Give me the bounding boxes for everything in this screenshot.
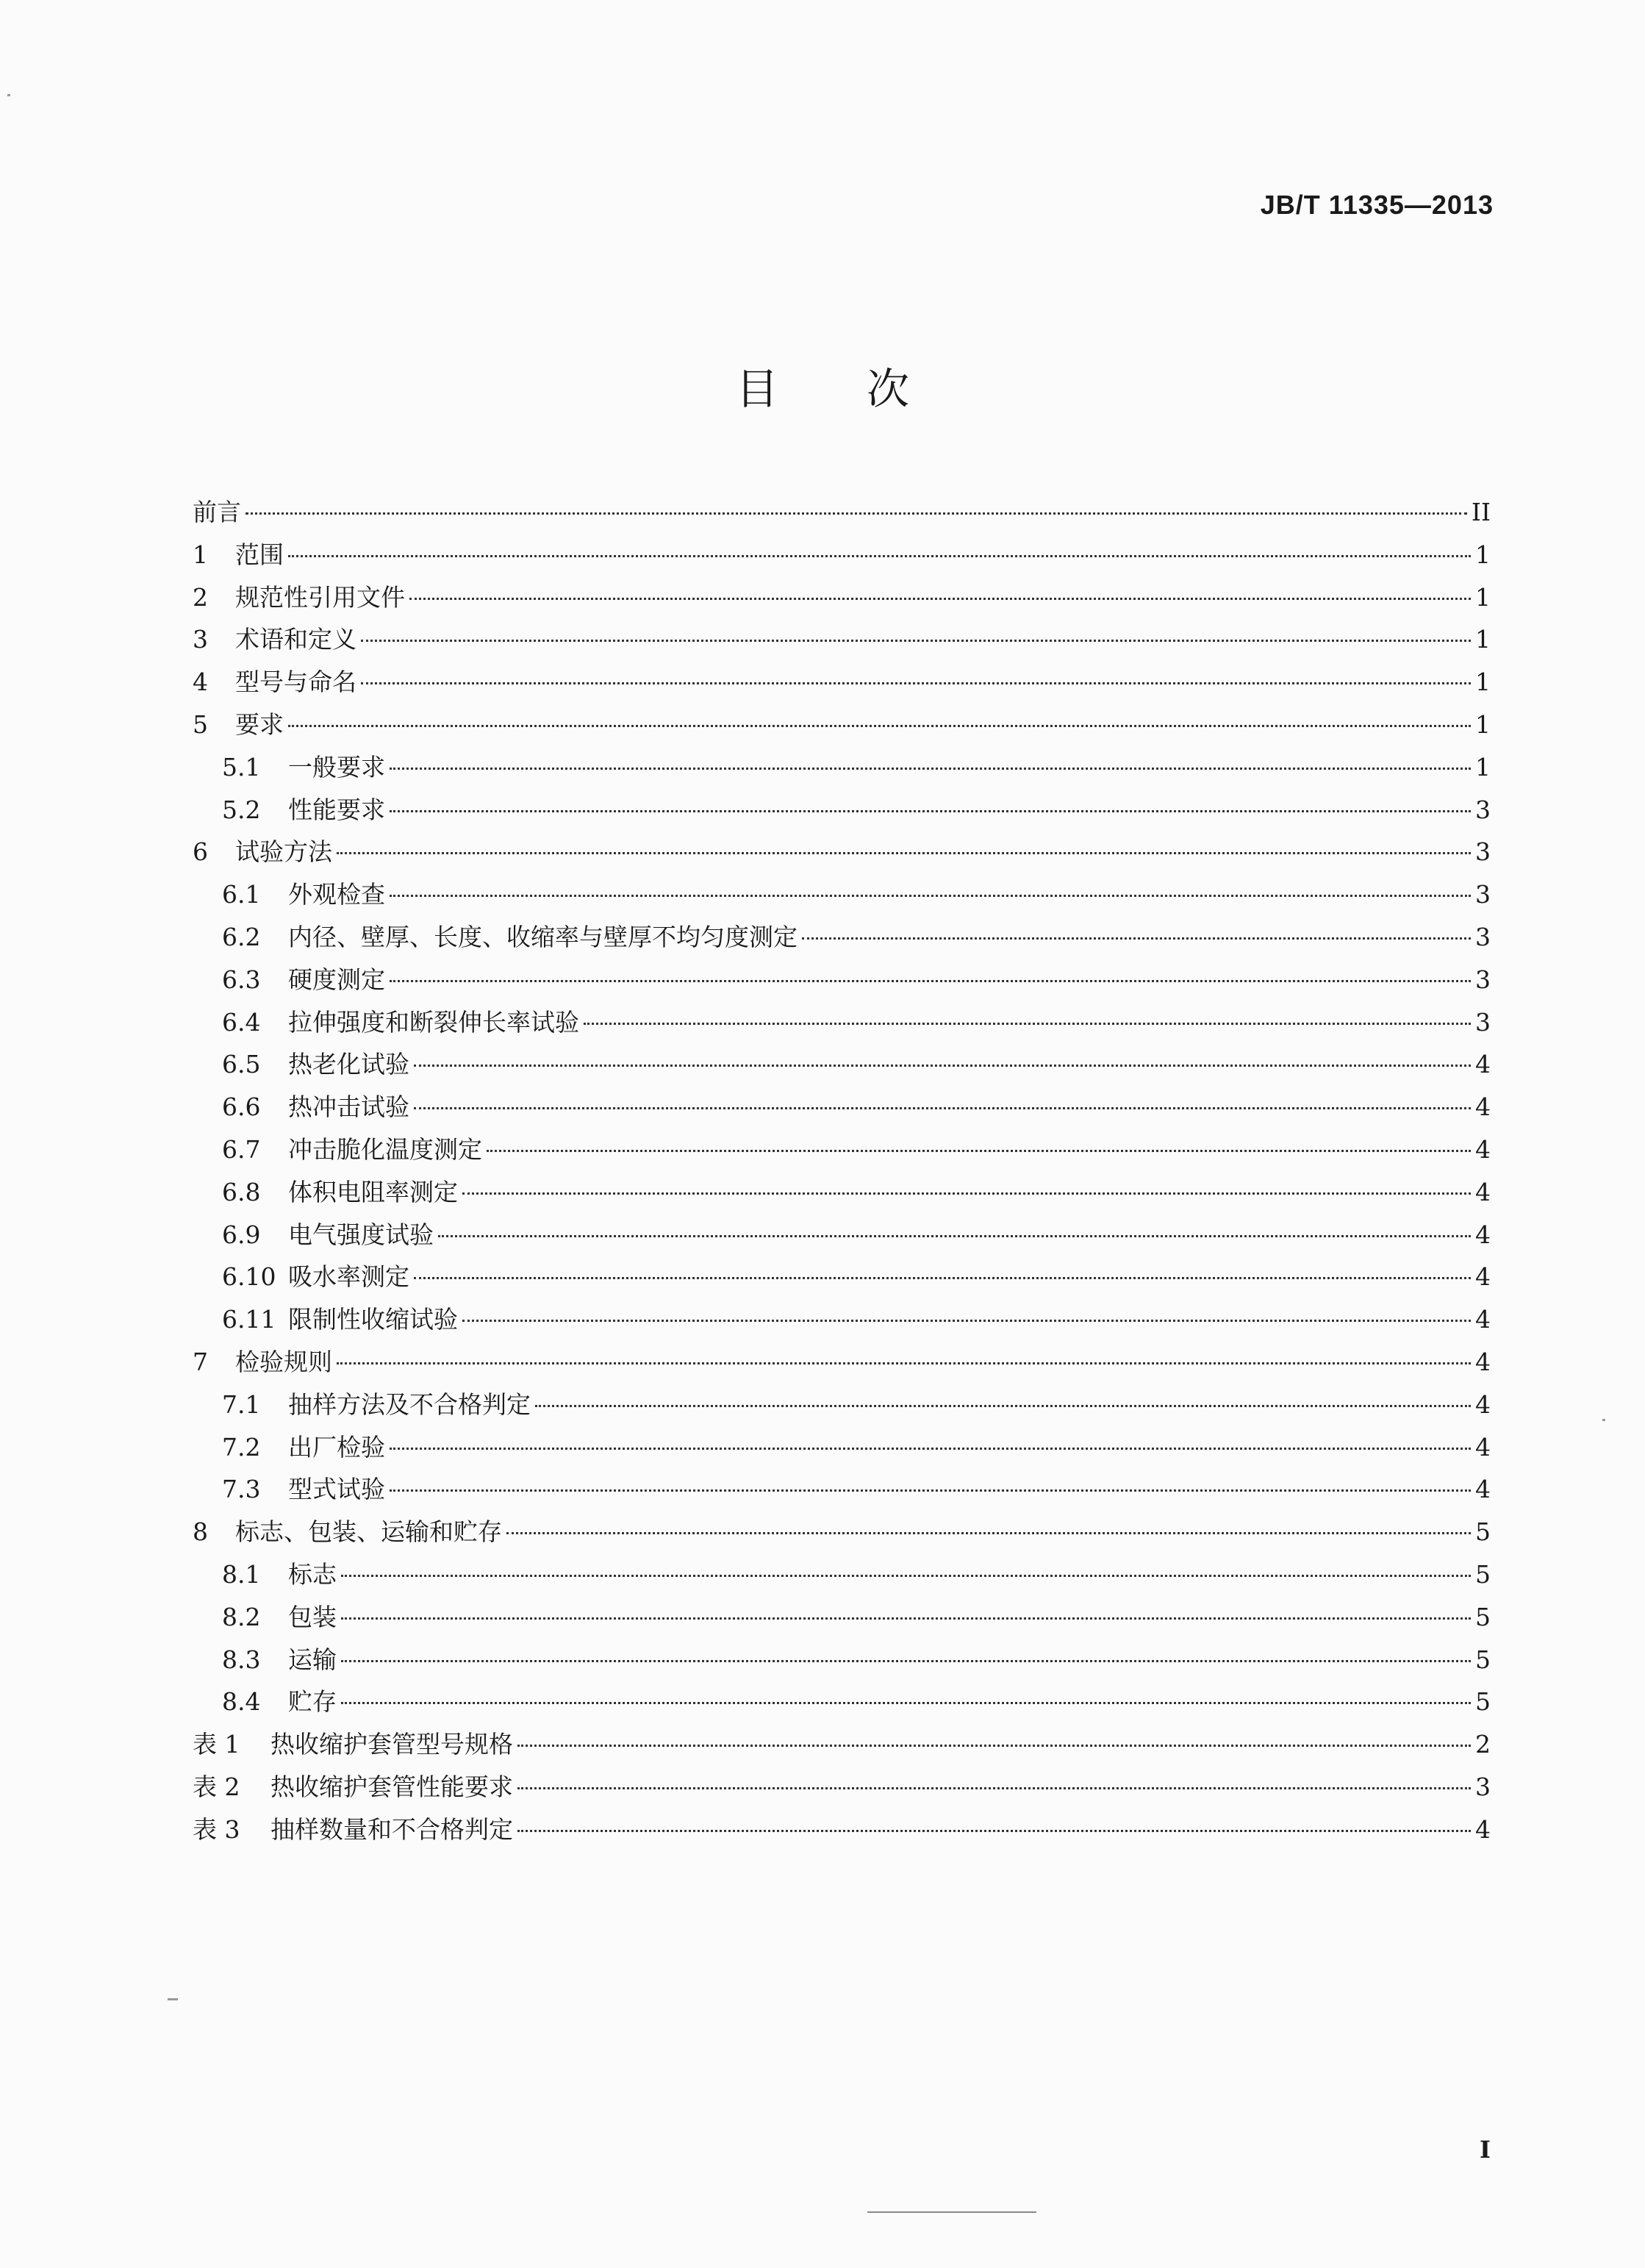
toc-entry[interactable] [193, 1596, 1491, 1639]
toc-entry[interactable] [193, 1639, 1491, 1681]
dot-leader [462, 1320, 1471, 1322]
toc-entry[interactable] [193, 576, 1491, 619]
toc-entry-page: 5 [1475, 1602, 1491, 1631]
dot-leader [246, 512, 1467, 515]
dot-leader [341, 1617, 1471, 1620]
toc-entry-number: 6 [193, 837, 208, 867]
toc-entry[interactable] [193, 1426, 1491, 1469]
toc-entry-number: 表 1 [193, 1730, 240, 1759]
toc-entry[interactable] [193, 1511, 1491, 1553]
toc-entry-number: 8.4 [222, 1687, 261, 1717]
toc-entry[interactable] [193, 1256, 1491, 1298]
dot-leader [361, 682, 1471, 684]
toc-entry-label: 电气强度试验 [288, 1220, 434, 1249]
toc-entry-number: 7 [193, 1347, 208, 1376]
toc-entry[interactable] [193, 704, 1491, 746]
toc-entry-page: 3 [1475, 880, 1491, 909]
toc-entry-page: 5 [1475, 1517, 1491, 1547]
toc-entry-label: 标志 [288, 1559, 337, 1589]
toc-entry-page: 3 [1475, 795, 1491, 824]
toc-entry-label: 抽样方法及不合格判定 [288, 1389, 531, 1419]
toc-entry-number: 6.1 [222, 880, 261, 909]
toc-entry[interactable] [193, 1341, 1491, 1384]
toc-entry[interactable] [193, 1809, 1491, 1851]
toc-entry-number: 3 [193, 625, 208, 654]
toc-entry-number: 6.4 [222, 1007, 261, 1037]
toc-entry-label: 型号与命名 [235, 668, 356, 697]
toc-entry-number: 2 [193, 582, 208, 612]
toc-entry[interactable] [193, 916, 1491, 959]
toc-entry-number: 6.3 [222, 965, 261, 994]
toc-entry-label: 拉伸强度和断裂伸长率试验 [288, 1007, 579, 1037]
dot-leader [390, 1489, 1471, 1492]
toc-entry-page: 3 [1475, 1772, 1491, 1801]
toc-entry[interactable] [193, 1766, 1491, 1809]
dot-leader [337, 1362, 1471, 1364]
toc-entry-label: 范围 [235, 540, 284, 569]
dot-leader [390, 768, 1471, 770]
toc-entry[interactable] [193, 534, 1491, 576]
dot-leader [517, 1830, 1471, 1832]
toc-entry-label: 热收缩护套管性能要求 [270, 1772, 513, 1801]
toc-entry-number: 8.2 [222, 1602, 261, 1631]
dot-leader [341, 1575, 1471, 1577]
toc-entry-label: 限制性收缩试验 [288, 1305, 458, 1334]
scan-speck [1602, 1419, 1605, 1421]
toc-entry-label: 抽样数量和不合格判定 [270, 1814, 513, 1844]
toc-entry-number: 6.2 [222, 922, 261, 951]
toc-entry-label: 性能要求 [288, 795, 385, 824]
toc-entry[interactable] [193, 1468, 1491, 1511]
toc-entry[interactable] [193, 1681, 1491, 1723]
toc-entry-page: 4 [1475, 1432, 1491, 1462]
toc-entry[interactable] [193, 789, 1491, 831]
toc-entry[interactable] [193, 1171, 1491, 1214]
toc-entry-page: 5 [1475, 1687, 1491, 1717]
toc-entry-page: 1 [1475, 540, 1491, 569]
dot-leader [341, 1660, 1471, 1662]
toc-entry[interactable] [193, 1001, 1491, 1044]
dot-leader [802, 937, 1471, 940]
dot-leader [390, 810, 1471, 812]
toc-entry-number: 4 [193, 668, 208, 697]
table-of-contents [193, 491, 1491, 1851]
toc-entry-label: 一般要求 [288, 752, 385, 781]
toc-entry-label: 热收缩护套管型号规格 [270, 1730, 513, 1759]
toc-entry-page: 3 [1475, 965, 1491, 994]
toc-entry-label: 检验规则 [235, 1347, 332, 1376]
toc-entry-page: 4 [1475, 1134, 1491, 1164]
dot-leader [337, 852, 1471, 854]
toc-entry-number: 6.11 [222, 1305, 276, 1334]
dot-leader [506, 1532, 1471, 1534]
dot-leader [361, 640, 1471, 642]
toc-entry[interactable] [193, 1553, 1491, 1596]
toc-entry-label: 术语和定义 [235, 625, 356, 654]
toc-entry-page: 4 [1475, 1814, 1491, 1844]
toc-entry-number: 6.8 [222, 1177, 261, 1206]
toc-entry-number: 7.2 [222, 1432, 261, 1462]
dot-leader [390, 1448, 1471, 1450]
toc-entry-page: 1 [1475, 709, 1491, 739]
dot-leader [341, 1702, 1471, 1704]
toc-entry-page: 4 [1475, 1177, 1491, 1206]
toc-entry-page: 4 [1475, 1305, 1491, 1334]
toc-entry-number: 5 [193, 709, 208, 739]
toc-entry-label: 要求 [235, 709, 284, 739]
toc-entry-number: 6.5 [222, 1050, 261, 1079]
toc-entry-label: 运输 [288, 1645, 337, 1674]
dot-leader [288, 555, 1471, 557]
toc-entry-number: 6.10 [222, 1262, 276, 1292]
toc-entry[interactable] [193, 959, 1491, 1001]
dot-leader [438, 1235, 1471, 1237]
scan-speck [7, 94, 10, 96]
dot-leader [517, 1787, 1471, 1789]
dot-leader [288, 725, 1471, 727]
toc-entry-label: 标志、包装、运输和贮存 [235, 1517, 502, 1547]
toc-entry-page: II [1471, 498, 1491, 526]
toc-entry-page: 4 [1475, 1220, 1491, 1249]
toc-entry-label: 贮存 [288, 1687, 337, 1717]
toc-entry[interactable] [193, 618, 1491, 661]
toc-entry-label: 前言 [193, 498, 241, 526]
toc-entry-page: 1 [1475, 752, 1491, 781]
dot-leader [414, 1065, 1471, 1067]
toc-entry-number: 表 3 [193, 1814, 240, 1844]
dot-leader [462, 1192, 1471, 1195]
toc-entry[interactable] [193, 1723, 1491, 1766]
toc-entry-label: 热冲击试验 [288, 1092, 409, 1122]
dot-leader [535, 1405, 1471, 1407]
toc-entry-page: 5 [1475, 1645, 1491, 1674]
dot-leader [414, 1107, 1471, 1109]
toc-entry-page: 4 [1475, 1262, 1491, 1292]
toc-entry-label: 内径、壁厚、长度、收缩率与壁厚不均匀度测定 [288, 922, 798, 951]
scan-artifact-line [867, 2211, 1036, 2213]
toc-entry-number: 表 2 [193, 1772, 240, 1801]
dot-leader [517, 1745, 1471, 1747]
toc-entry-page: 4 [1475, 1050, 1491, 1079]
toc-entry-number: 8.1 [222, 1559, 261, 1589]
toc-entry[interactable] [193, 1086, 1491, 1128]
toc-entry[interactable] [193, 1298, 1491, 1341]
toc-entry[interactable] [193, 831, 1491, 873]
toc-entry[interactable] [193, 1128, 1491, 1171]
toc-entry-number: 7.1 [222, 1389, 261, 1419]
dot-leader [390, 980, 1471, 982]
toc-entry-number: 6.6 [222, 1092, 261, 1122]
toc-entry-number: 8 [193, 1517, 208, 1547]
toc-entry-page: 4 [1475, 1475, 1491, 1504]
toc-entry-label: 试验方法 [235, 837, 332, 867]
toc-entry-number: 8.3 [222, 1645, 261, 1674]
toc-entry-label: 包装 [288, 1602, 337, 1631]
toc-entry-label: 规范性引用文件 [235, 582, 405, 612]
toc-entry-page: 4 [1475, 1389, 1491, 1419]
toc-entry-page: 3 [1475, 1007, 1491, 1037]
page-title: 目次 [735, 364, 997, 414]
toc-entry-label: 出厂检验 [288, 1432, 385, 1462]
dot-leader [584, 1023, 1471, 1025]
toc-entry-page: 4 [1475, 1347, 1491, 1376]
toc-entry-number: 5.1 [222, 752, 261, 781]
toc-entry-label: 型式试验 [288, 1475, 385, 1504]
toc-entry-label: 吸水率测定 [288, 1262, 409, 1292]
dot-leader [487, 1150, 1471, 1152]
toc-entry[interactable] [193, 1384, 1491, 1426]
toc-entry-label: 外观检查 [288, 880, 385, 909]
toc-entry[interactable] [193, 491, 1491, 534]
dot-leader [414, 1277, 1471, 1279]
toc-entry-page: 1 [1475, 668, 1491, 697]
toc-entry[interactable] [193, 1043, 1491, 1086]
toc-entry-number: 1 [193, 540, 208, 569]
toc-entry-label: 冲击脆化温度测定 [288, 1134, 482, 1164]
scan-speck [168, 1998, 178, 2000]
dot-leader [390, 895, 1471, 897]
toc-entry[interactable] [193, 1214, 1491, 1256]
toc-entry-number: 6.7 [222, 1134, 261, 1164]
toc-entry-page: 1 [1475, 582, 1491, 612]
toc-entry-page: 4 [1475, 1092, 1491, 1122]
toc-entry-page: 3 [1475, 837, 1491, 867]
toc-entry-number: 5.2 [222, 795, 261, 824]
toc-entry-page: 5 [1475, 1559, 1491, 1589]
standard-code: JB/T 11335—2013 [1260, 190, 1494, 220]
toc-entry-label: 硬度测定 [288, 965, 385, 994]
toc-entry[interactable] [193, 661, 1491, 704]
toc-entry-page: 3 [1475, 922, 1491, 951]
toc-entry-number: 7.3 [222, 1475, 261, 1504]
dot-leader [409, 598, 1471, 600]
toc-entry-number: 6.9 [222, 1220, 261, 1249]
toc-entry-label: 热老化试验 [288, 1050, 409, 1079]
toc-entry-label: 体积电阻率测定 [288, 1177, 458, 1206]
toc-entry[interactable] [193, 746, 1491, 789]
toc-entry-page: 1 [1475, 625, 1491, 654]
toc-entry[interactable] [193, 873, 1491, 916]
toc-entry-page: 2 [1475, 1730, 1491, 1759]
page-number: I [1480, 2136, 1491, 2164]
